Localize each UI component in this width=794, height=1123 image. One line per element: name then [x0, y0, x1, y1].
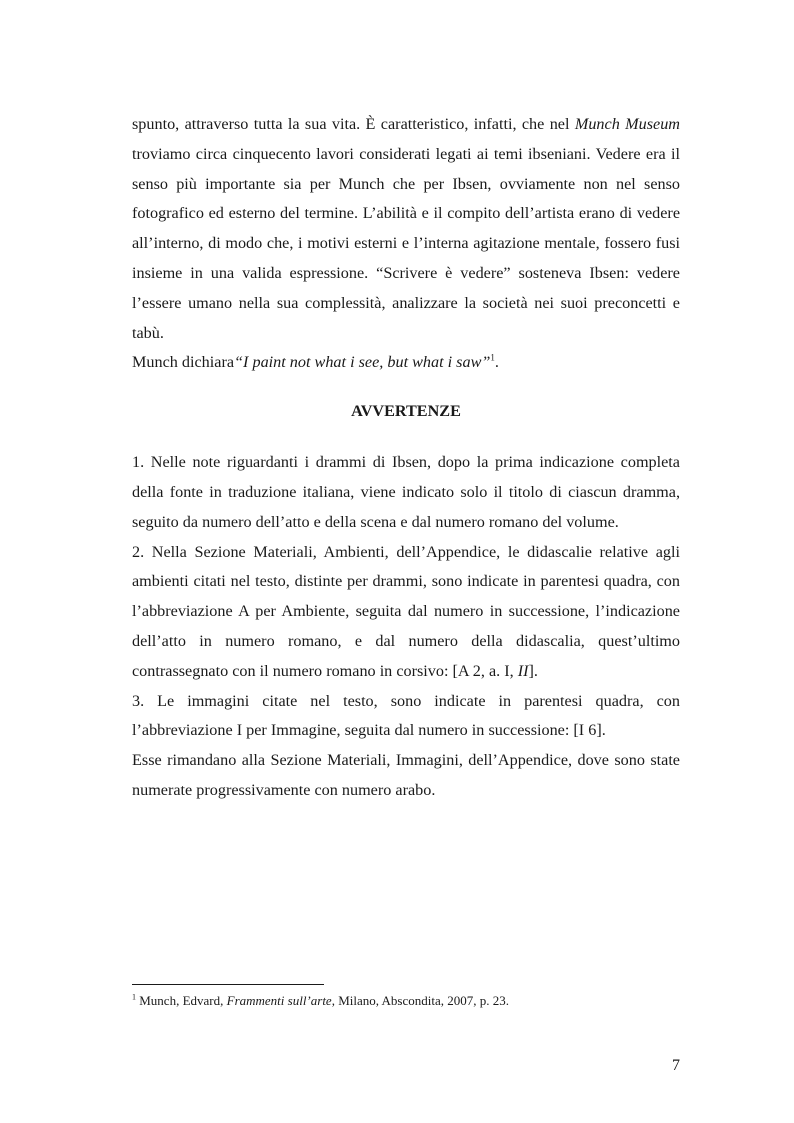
footnote-title: Frammenti sull’arte — [226, 993, 332, 1008]
note-2-text: 2. Nella Sezione Materiali, Ambienti, dell’Appendice, le didascalie relative agli ambienti citati nel testo, distinte per drammi, sono indicate in parentesi quadra, con l’abbreviazione A per Ambiente, seguita dal numero in successione, l’indicazione dell’atto in numero romano, e dal numero della didascalia, quest’ultimo contrassegnato con il numero romano in corsivo: [A 2, a. I, — [132, 542, 680, 680]
page-body — [132, 110, 680, 806]
note-1: 1. Nelle note riguardanti i drammi di Ibsen, dopo la prima indicazione completa della fonte in traduzione italiana, viene indicato solo il titolo di ciascun dramma, seguito da numero dell’atto e della scena e dal numero romano del volume. — [132, 453, 680, 531]
section-heading: AVVERTENZE — [351, 402, 461, 421]
quote-text: “I paint not what i see, but what i saw” — [234, 353, 491, 372]
footnote — [132, 992, 680, 1010]
footnote-divider — [132, 984, 324, 985]
note-2-end: ]. — [528, 661, 538, 680]
intro-text-2: troviamo circa cinquecento lavori considerati legati ai temi ibseniani. Vedere era il senso più importante sia per Munch che per Ibsen, ovviamente non nel senso fotografico ed esterno del termine. L’abilità e il compito dell’artista erano di vedere all’interno, di modo che, i motivi esterni e l’interna agitazione mentale, fossero fusi insieme in una valida espressione. “Scrivere è vedere” sosteneva Ibsen: vedere l’essere umano nella sua complessità, analizzare la società nei suoi preconcetti e tabù. — [132, 144, 680, 342]
footnote-rest: , Milano, Abscondita, 2007, p. 23. — [331, 993, 509, 1008]
page-number: 7 — [672, 1057, 680, 1074]
note-2-italic: II — [517, 661, 529, 680]
quote-line — [132, 348, 680, 378]
museum-name: Munch Museum — [574, 115, 681, 133]
quote-suffix: . — [494, 353, 499, 372]
intro-text-1: spunto, attraverso tutta la sua vita. È caratteristico, infatti, che nel — [132, 115, 575, 133]
note-3-continuation: Esse rimandano alla Sezione Materiali, Immagini, dell’Appendice, dove sono state numerate progressivamente con numero arabo. — [132, 751, 680, 799]
note-2 — [132, 538, 680, 687]
footnote-number: 1 — [132, 992, 136, 1002]
note-3: 3. Le immagini citate nel testo, sono indicate in parentesi quadra, con l’abbreviazione I per Immagine, seguita dal numero in successione: [I 6]. — [132, 691, 680, 740]
quote-prefix: Munch dichiara — [132, 353, 235, 372]
footnote-ref[interactable]: 1 — [490, 352, 495, 363]
intro-paragraph — [132, 110, 680, 348]
footnote-author: Munch, Edvard, — [136, 993, 227, 1008]
